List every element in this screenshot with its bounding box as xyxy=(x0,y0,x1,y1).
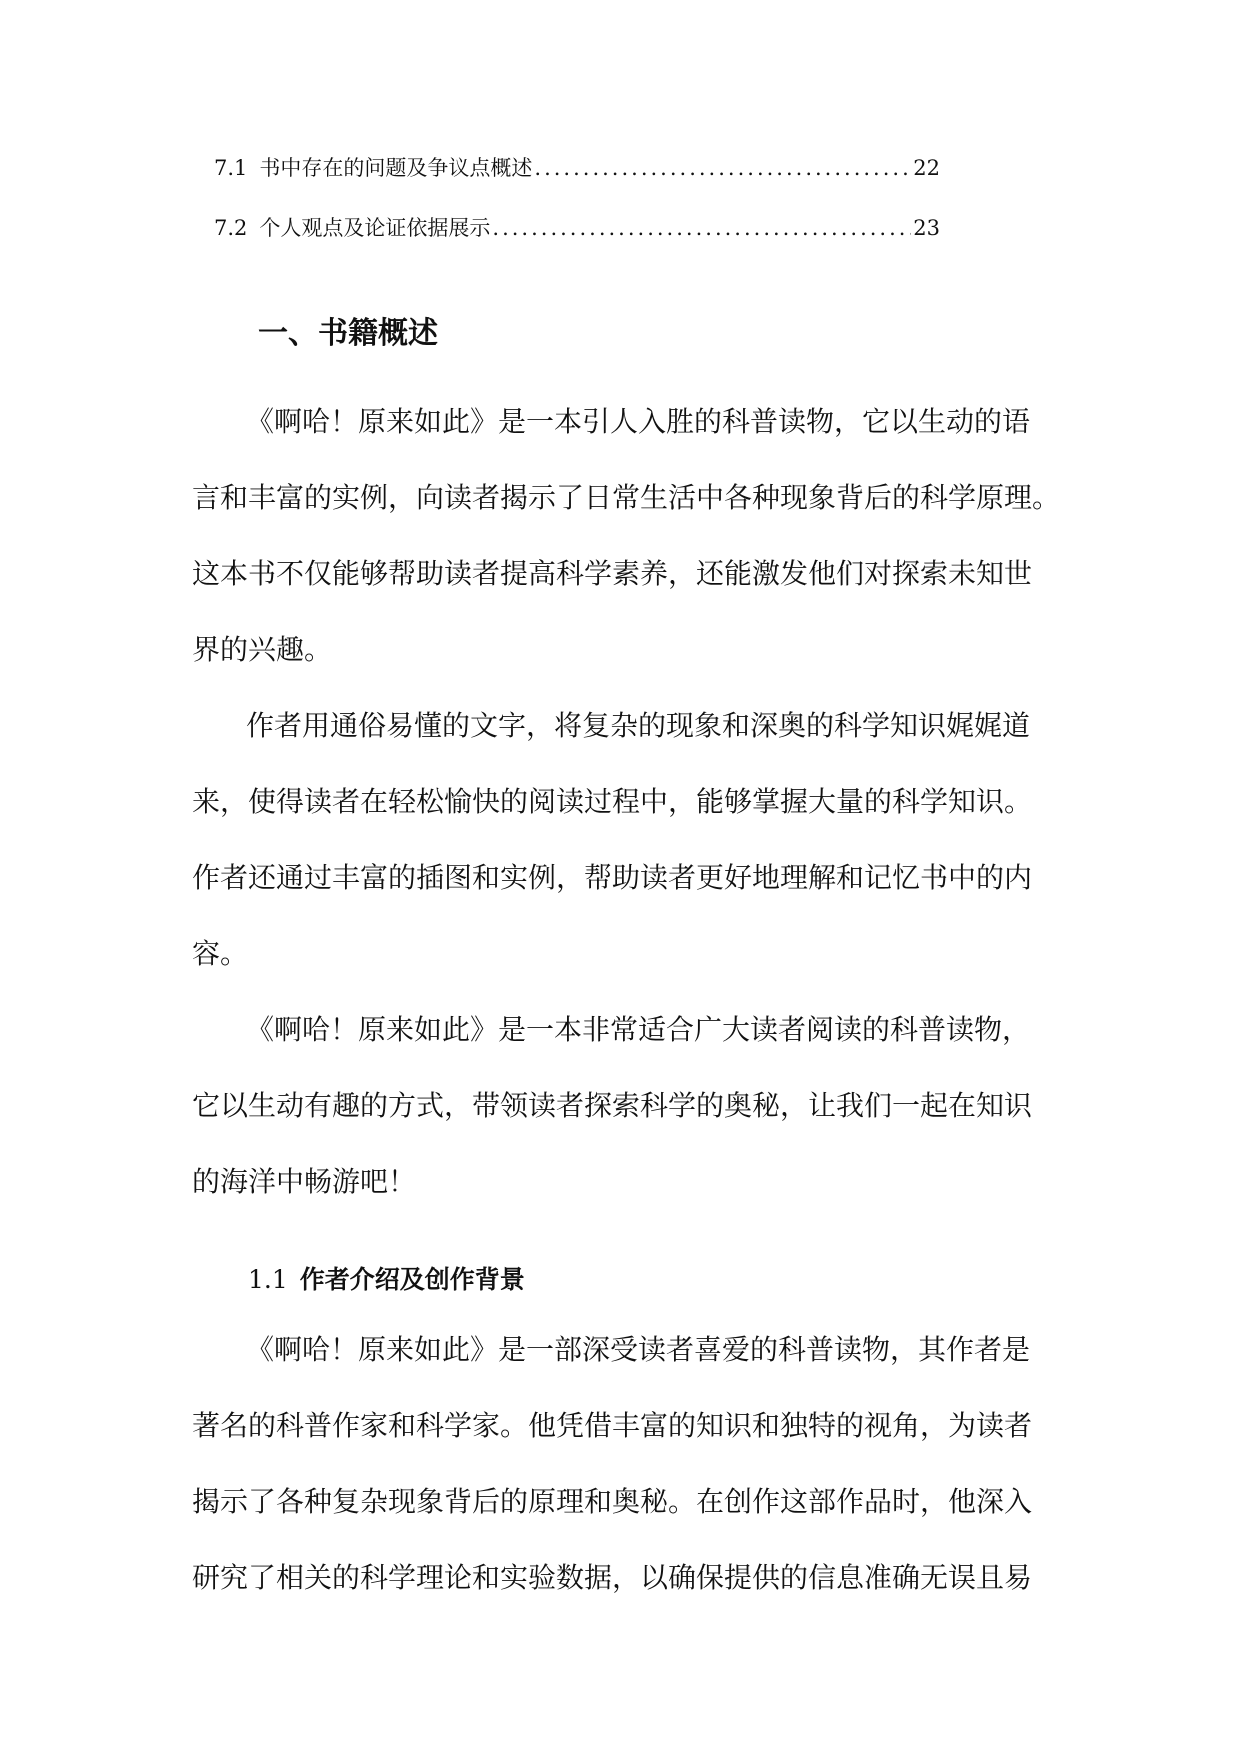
paragraph-line: 界的兴趣。 xyxy=(192,633,333,666)
toc-entry-number: 7.2 xyxy=(214,216,248,240)
toc-entry-page: 23 xyxy=(913,216,940,240)
paragraph-line: 《啊哈！原来如此》是一本非常适合广大读者阅读的科普读物， xyxy=(246,1013,1031,1046)
paragraph-line: 这本书不仅能够帮助读者提高科学素养，还能激发他们对探索未知世 xyxy=(192,557,1033,590)
paragraph-line: 《啊哈！原来如此》是一本引人入胜的科普读物，它以生动的语 xyxy=(246,405,1031,438)
paragraph-line: 作者还通过丰富的插图和实例，帮助读者更好地理解和记忆书中的内 xyxy=(192,861,1033,894)
paragraph-line: 它以生动有趣的方式，带领读者探索科学的奥秘，让我们一起在知识 xyxy=(192,1089,1033,1122)
toc-leader-dots xyxy=(492,210,911,246)
paragraph-line: 的海洋中畅游吧！ xyxy=(192,1165,417,1198)
paragraph-line: 《啊哈！原来如此》是一部深受读者喜爱的科普读物，其作者是 xyxy=(246,1333,1031,1366)
paragraph-line: 研究了相关的科学理论和实验数据，以确保提供的信息准确无误且易 xyxy=(192,1561,1033,1594)
toc-entry-title: 书中存在的问题及争议点概述 xyxy=(259,156,533,180)
section-heading: 一、书籍概述 xyxy=(258,316,438,351)
paragraph-line: 作者用通俗易懂的文字，将复杂的现象和深奥的科学知识娓娓道 xyxy=(246,709,1031,742)
toc-entry-page: 22 xyxy=(913,156,940,180)
subsection-number: 1.1 xyxy=(248,1265,288,1294)
toc-entry-title: 个人观点及论证依据展示 xyxy=(259,216,491,240)
toc-entry[interactable] xyxy=(214,210,940,246)
paragraph-line: 著名的科普作家和科学家。他凭借丰富的知识和独特的视角，为读者 xyxy=(192,1409,1033,1442)
subsection-title: 作者介绍及创作背景 xyxy=(299,1265,525,1294)
subsection-heading xyxy=(248,1262,525,1298)
paragraph-line: 容。 xyxy=(192,937,249,970)
paragraph-line: 来，使得读者在轻松愉快的阅读过程中，能够掌握大量的科学知识。 xyxy=(192,785,1033,818)
paragraph-line: 揭示了各种复杂现象背后的原理和奥秘。在创作这部作品时，他深入 xyxy=(192,1485,1033,1518)
toc-entry-number: 7.1 xyxy=(214,156,248,180)
paragraph-line: 言和丰富的实例，向读者揭示了日常生活中各种现象背后的科学原理。 xyxy=(192,481,1061,514)
toc-entry[interactable] xyxy=(214,150,940,186)
toc-leader-dots xyxy=(534,150,911,186)
